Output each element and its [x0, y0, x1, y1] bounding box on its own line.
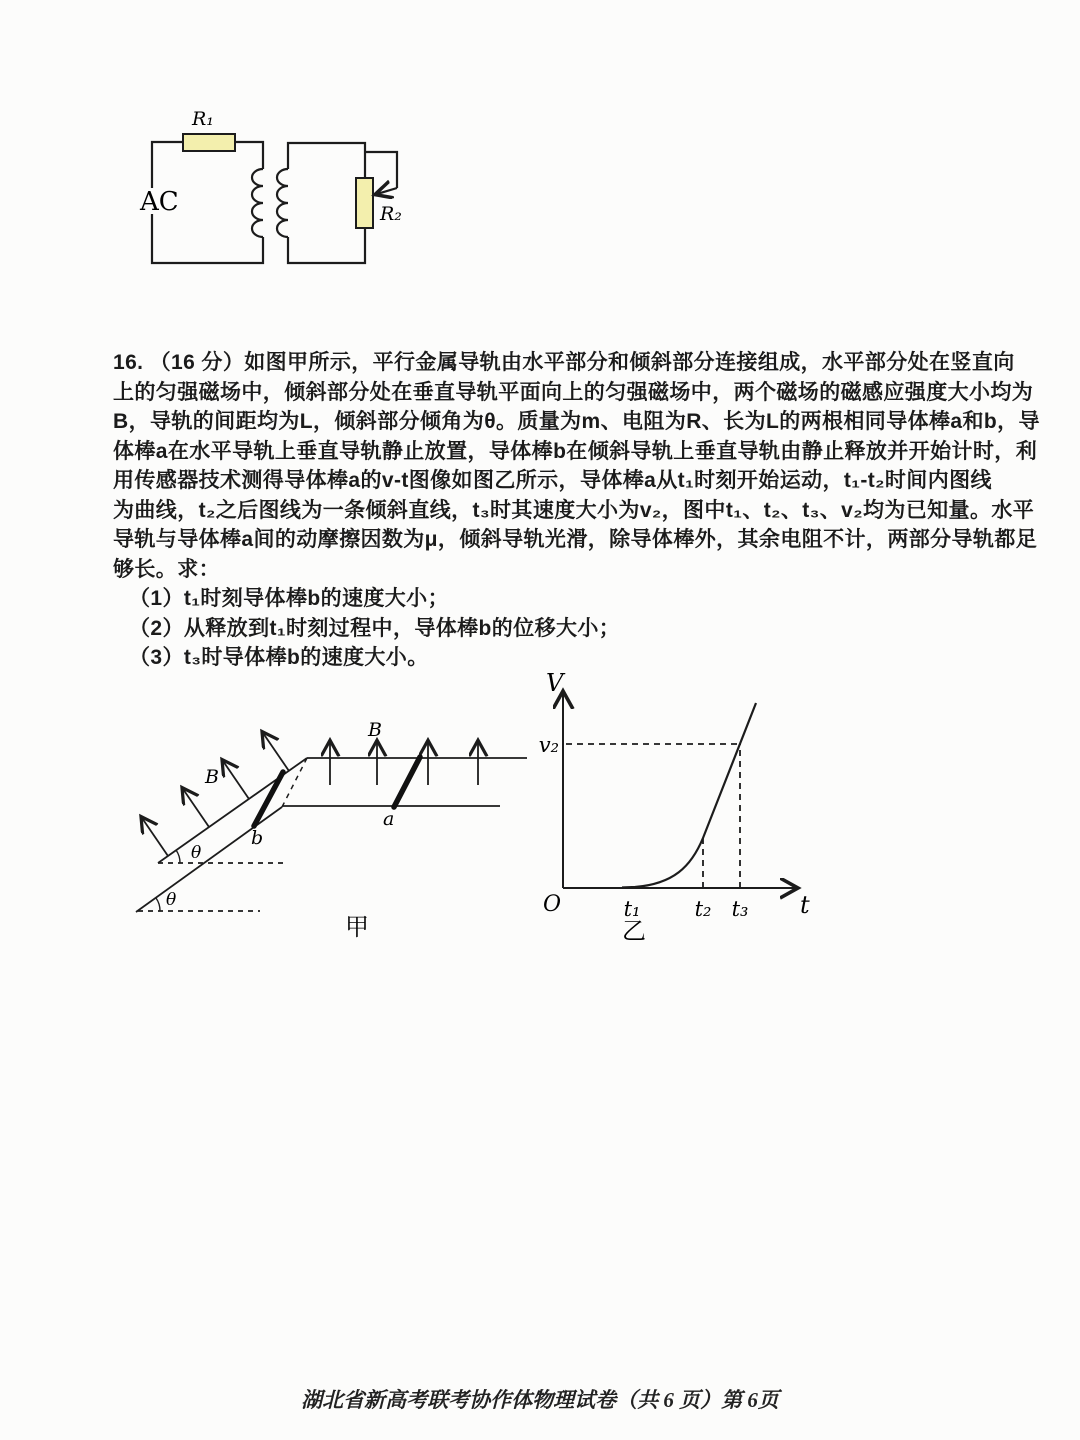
- question-line-8: 够长。求：: [113, 557, 220, 581]
- v-t-curve: [622, 703, 756, 888]
- secondary-loop-wire-bottom: [288, 228, 365, 263]
- r1-label: R₁: [192, 108, 214, 130]
- t-axis-label: t: [800, 891, 810, 919]
- bar-b-label: b: [251, 827, 264, 849]
- bar-a-label: a: [383, 808, 395, 830]
- b-field-arrow-incline: [263, 733, 289, 771]
- subquestion-3: （3）t₃时导体棒b的速度大小。: [129, 646, 429, 669]
- transformer-secondary-coil: [277, 169, 288, 237]
- r2-resistor: [356, 178, 373, 228]
- r1-resistor: [183, 134, 235, 151]
- angle-arc-upper: [176, 850, 180, 863]
- v-axis-label: V: [546, 669, 564, 697]
- b-field-arrow-incline: [183, 789, 209, 827]
- incline-rail-bottom: [136, 807, 282, 912]
- subquestion-1: （1）t₁时刻导体棒b的速度大小；: [129, 587, 449, 610]
- figure-jia-caption: 甲: [345, 914, 369, 941]
- figure-yi-caption: 乙: [622, 918, 646, 945]
- theta-lower-label: θ: [166, 890, 177, 910]
- t2-tick-label: t₂: [694, 897, 712, 921]
- page-footer: 湖北省新高考联考协作体物理试卷（共 6 页）第 6页: [301, 1388, 779, 1412]
- b-field-incline-label: B: [205, 766, 219, 788]
- figure-yi: [528, 663, 833, 948]
- question-line-3: B，导轨的间距均为L，倾斜部分倾角为θ。质量为m、电阻为R、长为L的两根相同导体棒a和b，导: [113, 410, 1040, 433]
- angle-arc-lower: [156, 898, 160, 911]
- secondary-loop-wire-top: [288, 143, 365, 178]
- t3-tick-label: t₃: [731, 897, 749, 921]
- question-16-block: [113, 348, 1040, 673]
- bar-b: [254, 772, 283, 826]
- transformer-primary-coil: [252, 169, 263, 237]
- question-line-7: 导轨与导体棒a间的动摩擦因数为μ，倾斜导轨光滑，除导体棒外，其余电阻不计，两部分导轨都足: [113, 528, 1038, 551]
- b-field-horizontal-label: B: [368, 719, 382, 741]
- subquestion-2: （2）从释放到t₁时刻过程中，导体棒b的位移大小；: [129, 616, 621, 640]
- question-line-6: 为曲线，t₂之后图线为一条倾斜直线，t₃时其速度大小为v₂，图中t₁、t₂、t₃、v₂均为已知量。水平: [113, 498, 1035, 522]
- v2-tick-label: v₂: [538, 733, 559, 757]
- t1-tick-label: t₁: [623, 897, 641, 921]
- question-line-1: 16. （16 分）如图甲所示，平行金属导轨由水平部分和倾斜部分连接组成，水平部分处在竖直向: [113, 351, 1015, 374]
- b-field-arrow-incline: [223, 761, 249, 799]
- ac-source-label: AC: [140, 187, 179, 217]
- theta-upper-label: θ: [191, 843, 202, 863]
- question-line-2: 上的匀强磁场中，倾斜部分处在垂直导轨平面向上的匀强磁场中，两个磁场的磁感应强度大小均为: [113, 380, 1034, 404]
- circuit-figure: [130, 100, 420, 295]
- question-line-4: 体棒a在水平导轨上垂直导轨静止放置，导体棒b在倾斜导轨上垂直导轨由静止释放并开始计时，利: [113, 439, 1038, 463]
- question-line-5: 用传感器技术测得导体棒a的v-t图像如图乙所示，导体棒a从t₁时刻开始运动，t₁-t₂时间内图线: [113, 469, 992, 492]
- b-field-arrow-incline: [142, 818, 168, 856]
- r2-wiper-arrow: [377, 188, 397, 194]
- bar-a: [394, 757, 420, 807]
- origin-label: O: [542, 892, 562, 917]
- r2-label: R₂: [380, 203, 402, 225]
- figure-jia: [125, 688, 545, 953]
- primary-loop-wire-top: [235, 142, 263, 169]
